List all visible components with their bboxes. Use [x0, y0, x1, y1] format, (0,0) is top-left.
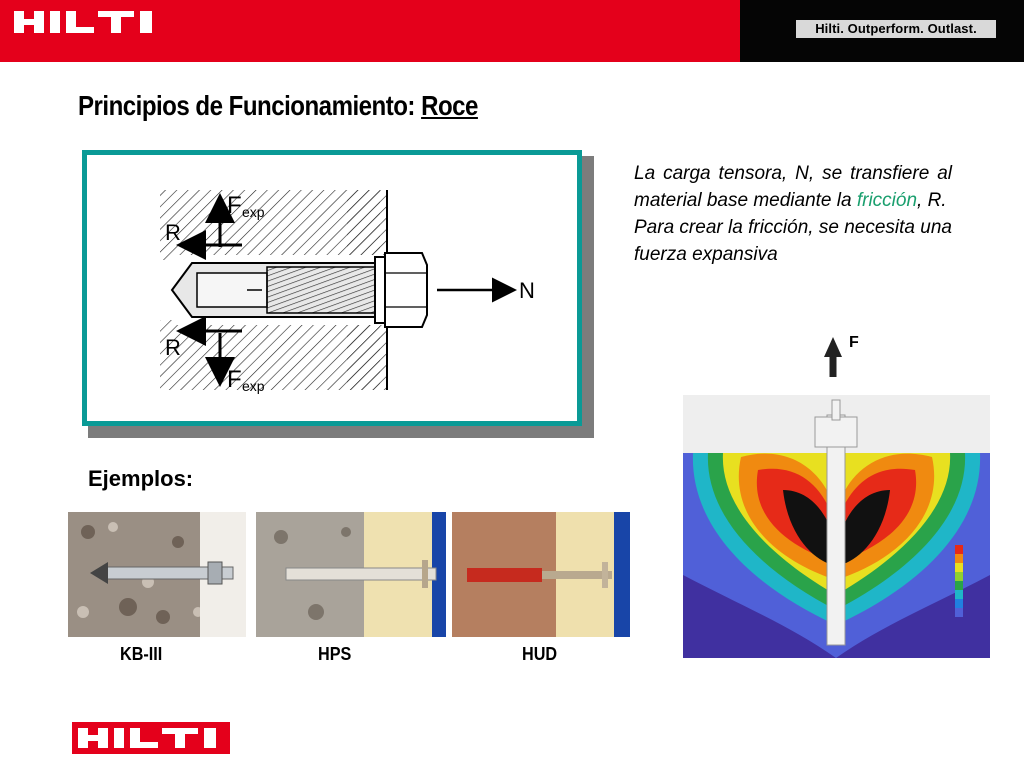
caption-hud: HUD [522, 644, 558, 664]
fea-stress-image [683, 325, 990, 658]
hilti-logo-top [14, 11, 162, 33]
anchor-friction-diagram [82, 150, 582, 426]
title-emphasis: Roce [421, 90, 478, 121]
label-fexp-bottom: F [227, 366, 242, 393]
diagram-drawing [87, 155, 577, 421]
examples-heading: Ejemplos: [88, 466, 194, 491]
tagline: Hilti. Outperform. Outlast. [796, 20, 996, 38]
label-n: N [519, 278, 535, 303]
title-main: Principios de Funcionamiento: [78, 90, 422, 121]
explanation-text [634, 160, 952, 268]
label-fexp-top-sub: exp [242, 204, 265, 220]
caption-hps: HPS [318, 644, 352, 664]
photo-kb-iii [68, 512, 246, 637]
friction-highlight: fricción [856, 190, 918, 211]
fea-color-legend [955, 545, 963, 626]
label-r-top: R [165, 220, 181, 245]
photo-hud [452, 512, 630, 637]
photo-hps [256, 512, 446, 637]
label-fexp-bottom-sub: exp [242, 378, 265, 394]
hilti-logo-bottom [72, 722, 230, 754]
explanation-paragraph-1 [634, 160, 952, 214]
explanation-p1-before: La carga tensora, N, se transfiere al material base mediante la [634, 163, 952, 211]
explanation-p1-after: , R. [917, 190, 947, 211]
caption-kb-iii: KB-III [120, 644, 163, 664]
label-fexp-top: F [227, 192, 242, 219]
explanation-paragraph-2: Para crear la fricción, se necesita una fuerza expansiva [634, 217, 952, 265]
fea-force-label: F [849, 334, 859, 351]
label-r-bottom: R [165, 335, 181, 360]
slide-title [78, 90, 478, 122]
